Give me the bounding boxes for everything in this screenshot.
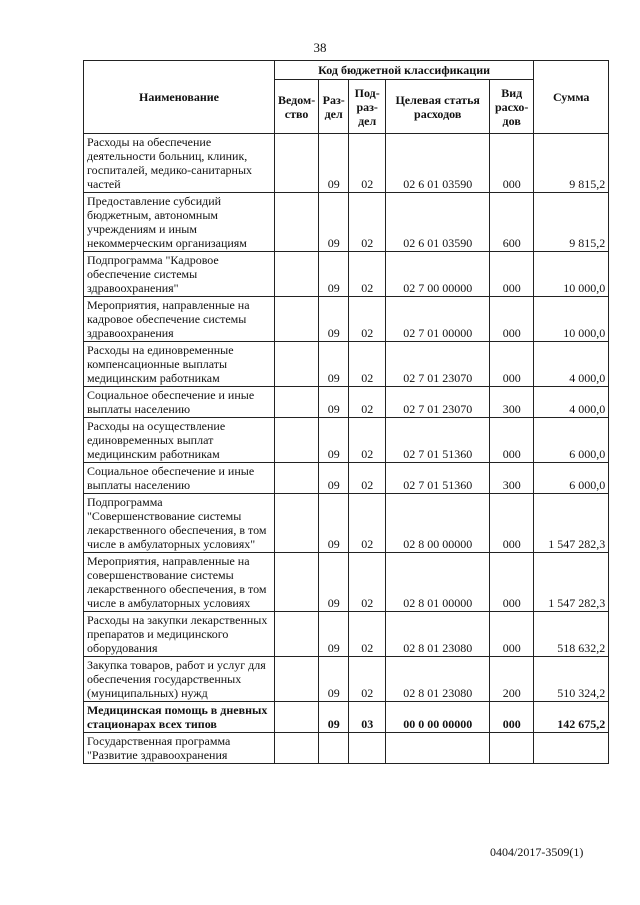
row-razdel: 09 xyxy=(319,342,349,387)
row-sum: 6 000,0 xyxy=(534,418,609,463)
table-row xyxy=(84,553,609,612)
row-razdel: 09 xyxy=(319,418,349,463)
row-podrazdel: 02 xyxy=(349,297,386,342)
row-razdel: 09 xyxy=(319,134,349,193)
row-target: 02 7 01 23070 xyxy=(386,342,490,387)
row-podrazdel: 02 xyxy=(349,612,386,657)
table-row xyxy=(84,733,609,764)
row-name: Расходы на единовременные компенсационные выплаты медицинским работникам xyxy=(84,342,275,387)
row-podrazdel: 02 xyxy=(349,134,386,193)
row-name: Подпрограмма "Кадровое обеспечение системы здравоохранения" xyxy=(84,252,275,297)
row-vedom xyxy=(275,733,319,764)
table-row xyxy=(84,494,609,553)
budget-table xyxy=(83,60,609,764)
row-podrazdel: 02 xyxy=(349,494,386,553)
row-name: Медицинская помощь в дневных стационарах всех типов xyxy=(84,702,275,733)
row-vid: 000 xyxy=(490,494,534,553)
table-row xyxy=(84,702,609,733)
row-vedom xyxy=(275,553,319,612)
row-razdel: 09 xyxy=(319,657,349,702)
row-sum: 9 815,2 xyxy=(534,134,609,193)
row-sum: 1 547 282,3 xyxy=(534,494,609,553)
table-row xyxy=(84,342,609,387)
table-row xyxy=(84,418,609,463)
row-razdel: 09 xyxy=(319,387,349,418)
row-vid: 600 xyxy=(490,193,534,252)
row-vid: 000 xyxy=(490,134,534,193)
row-razdel: 09 xyxy=(319,252,349,297)
row-name: Расходы на обеспечение деятельности больниц, клиник, госпиталей, медико-санитарных частей xyxy=(84,134,275,193)
row-podrazdel: 02 xyxy=(349,657,386,702)
row-target xyxy=(386,733,490,764)
row-name: Закупка товаров, работ и услуг для обеспечения государственных (муниципальных) нужд xyxy=(84,657,275,702)
row-sum: 142 675,2 xyxy=(534,702,609,733)
row-vedom xyxy=(275,252,319,297)
row-podrazdel: 02 xyxy=(349,553,386,612)
table-row xyxy=(84,463,609,494)
row-podrazdel: 02 xyxy=(349,418,386,463)
row-razdel: 09 xyxy=(319,297,349,342)
header-vid: Вид расхо-дов xyxy=(490,80,534,134)
row-vid: 000 xyxy=(490,342,534,387)
row-razdel: 09 xyxy=(319,494,349,553)
row-razdel: 09 xyxy=(319,193,349,252)
row-razdel: 09 xyxy=(319,553,349,612)
row-vid: 000 xyxy=(490,418,534,463)
row-podrazdel xyxy=(349,733,386,764)
header-razdel: Раз-дел xyxy=(319,80,349,134)
row-vid: 200 xyxy=(490,657,534,702)
row-name: Расходы на закупки лекарственных препаратов и медицинского оборудования xyxy=(84,612,275,657)
row-target: 02 6 01 03590 xyxy=(386,193,490,252)
row-podrazdel: 03 xyxy=(349,702,386,733)
row-sum: 4 000,0 xyxy=(534,387,609,418)
table-row xyxy=(84,612,609,657)
header-classification: Код бюджетной классификации xyxy=(275,61,534,80)
row-sum: 6 000,0 xyxy=(534,463,609,494)
row-sum: 4 000,0 xyxy=(534,342,609,387)
header-name: Наименование xyxy=(84,61,275,134)
row-target: 02 7 01 51360 xyxy=(386,463,490,494)
row-razdel: 09 xyxy=(319,463,349,494)
row-sum xyxy=(534,733,609,764)
row-vid: 000 xyxy=(490,252,534,297)
row-name: Расходы на осуществление единовременных выплат медицинским работникам xyxy=(84,418,275,463)
row-podrazdel: 02 xyxy=(349,387,386,418)
header-podrazdel: Под-раз-дел xyxy=(349,80,386,134)
row-name: Государственная программа "Развитие здравоохранения xyxy=(84,733,275,764)
row-sum: 10 000,0 xyxy=(534,252,609,297)
row-target: 02 7 01 23070 xyxy=(386,387,490,418)
row-target: 02 8 00 00000 xyxy=(386,494,490,553)
row-vedom xyxy=(275,387,319,418)
row-vid xyxy=(490,733,534,764)
row-vid: 300 xyxy=(490,463,534,494)
row-podrazdel: 02 xyxy=(349,193,386,252)
row-target: 02 8 01 23080 xyxy=(386,612,490,657)
row-name: Предоставление субсидий бюджетным, автономным учреждениям и иным некоммерческим организациям xyxy=(84,193,275,252)
row-sum: 518 632,2 xyxy=(534,612,609,657)
row-name: Подпрограмма "Совершенствование системы лекарственного обеспечения, в том числе в амбулаторных условиях" xyxy=(84,494,275,553)
row-vid: 000 xyxy=(490,297,534,342)
table-row xyxy=(84,193,609,252)
row-name: Мероприятия, направленные на кадровое обеспечение системы здравоохранения xyxy=(84,297,275,342)
row-vedom xyxy=(275,612,319,657)
row-vedom xyxy=(275,494,319,553)
row-target: 02 7 00 00000 xyxy=(386,252,490,297)
page-number: 38 xyxy=(313,40,327,55)
table-row xyxy=(84,134,609,193)
table-body xyxy=(84,134,609,764)
row-target: 02 7 01 51360 xyxy=(386,418,490,463)
row-sum: 10 000,0 xyxy=(534,297,609,342)
row-vedom xyxy=(275,702,319,733)
row-vedom xyxy=(275,418,319,463)
row-vid: 300 xyxy=(490,387,534,418)
header-vedom: Ведом-ство xyxy=(275,80,319,134)
row-vedom xyxy=(275,463,319,494)
header-target: Целевая статья расходов xyxy=(386,80,490,134)
table-row xyxy=(84,252,609,297)
row-target: 02 8 01 00000 xyxy=(386,553,490,612)
document-code: 0404/2017-3509(1) xyxy=(490,845,584,859)
row-target: 02 7 01 00000 xyxy=(386,297,490,342)
row-sum: 510 324,2 xyxy=(534,657,609,702)
row-name: Социальное обеспечение и иные выплаты населению xyxy=(84,463,275,494)
row-podrazdel: 02 xyxy=(349,342,386,387)
row-podrazdel: 02 xyxy=(349,463,386,494)
table-row xyxy=(84,297,609,342)
row-vedom xyxy=(275,134,319,193)
row-name: Социальное обеспечение и иные выплаты населению xyxy=(84,387,275,418)
row-vedom xyxy=(275,657,319,702)
row-vid: 000 xyxy=(490,553,534,612)
table-row xyxy=(84,657,609,702)
header-sum: Сумма xyxy=(534,61,609,134)
row-vid: 000 xyxy=(490,612,534,657)
row-sum: 9 815,2 xyxy=(534,193,609,252)
row-sum: 1 547 282,3 xyxy=(534,553,609,612)
row-name: Мероприятия, направленные на совершенствование системы лекарственного обеспечения, в том числе в амбулаторных условиях xyxy=(84,553,275,612)
row-vid: 000 xyxy=(490,702,534,733)
row-vedom xyxy=(275,193,319,252)
row-target: 02 8 01 23080 xyxy=(386,657,490,702)
row-razdel xyxy=(319,733,349,764)
row-vedom xyxy=(275,342,319,387)
row-podrazdel: 02 xyxy=(349,252,386,297)
row-target: 00 0 00 00000 xyxy=(386,702,490,733)
row-target: 02 6 01 03590 xyxy=(386,134,490,193)
table-row xyxy=(84,387,609,418)
row-vedom xyxy=(275,297,319,342)
row-razdel: 09 xyxy=(319,612,349,657)
row-razdel: 09 xyxy=(319,702,349,733)
